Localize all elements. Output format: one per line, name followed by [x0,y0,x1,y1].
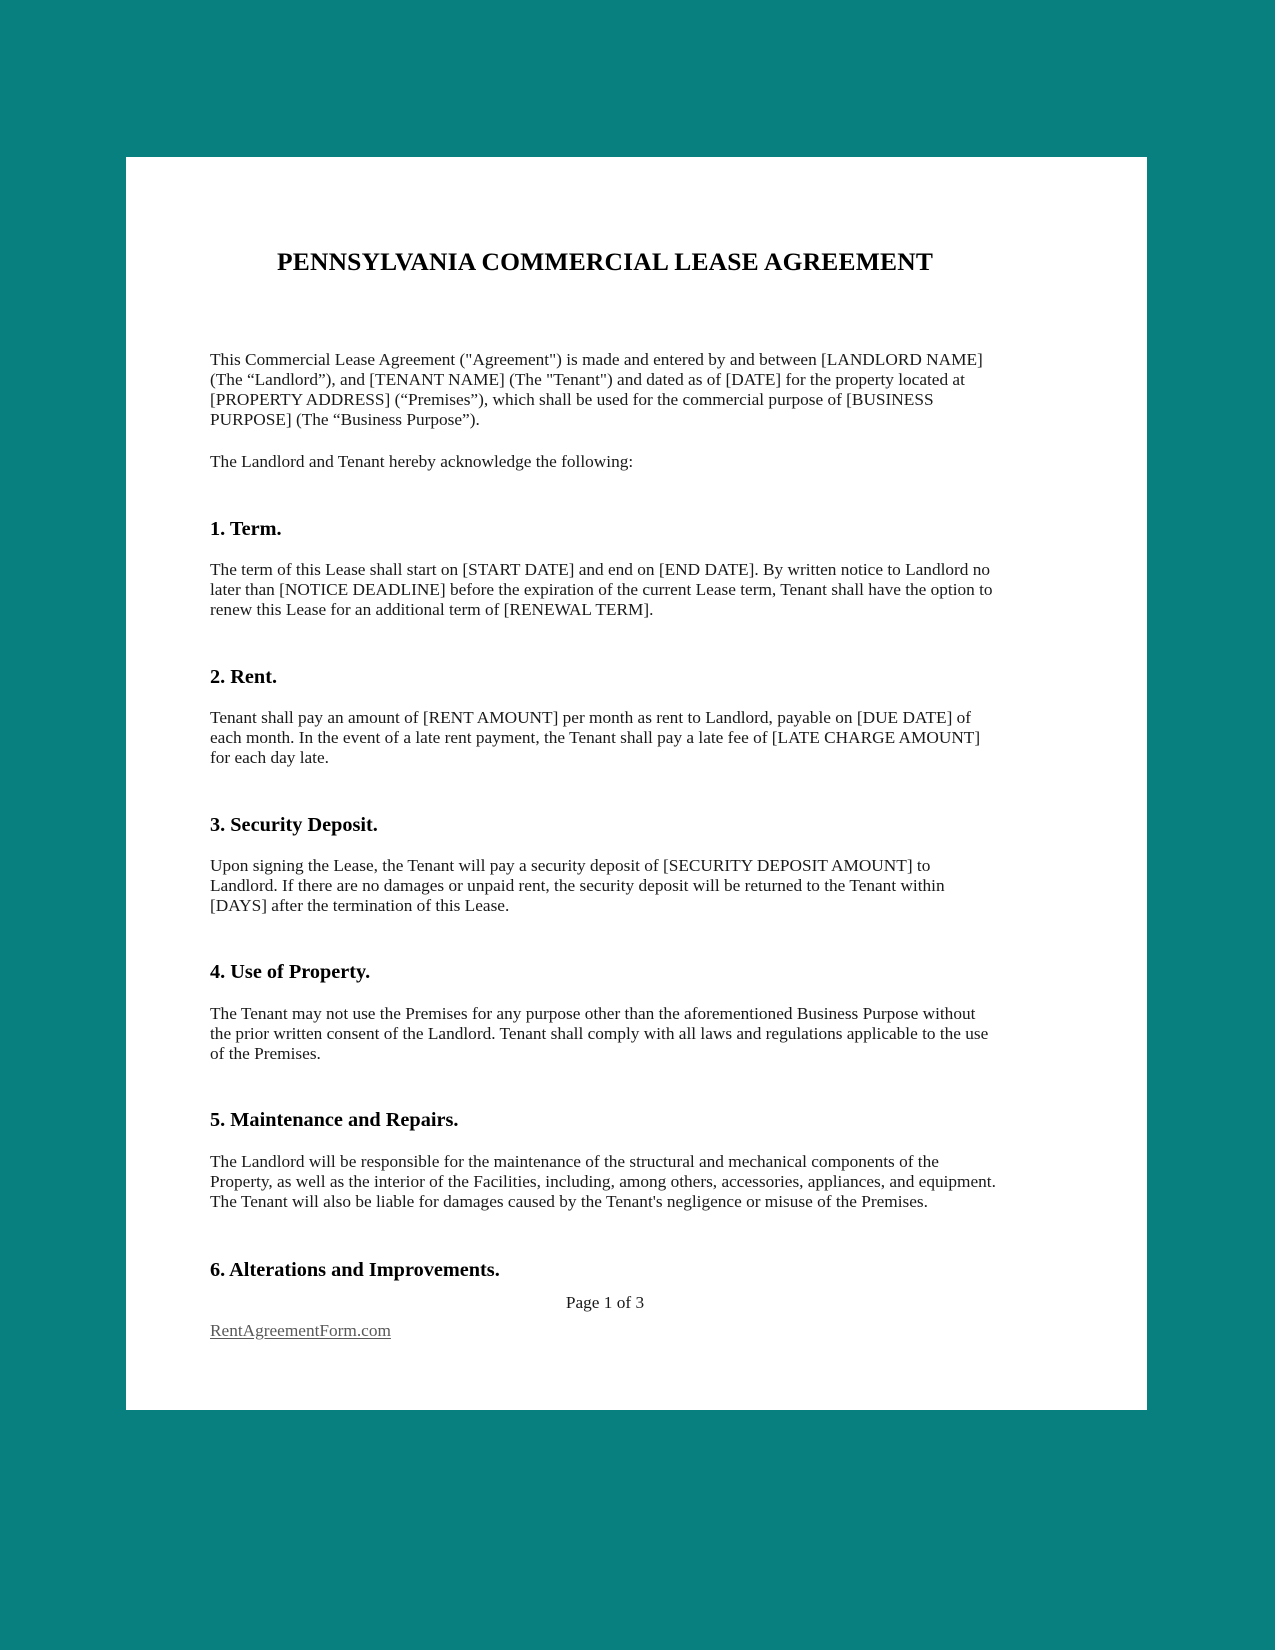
acknowledgement-paragraph: The Landlord and Tenant hereby acknowledge the following: [210,452,634,472]
section-maintenance-and-repairs [210,1108,1000,1212]
section-heading-alterations-and-improvements: 6. Alterations and Improvements. [210,1259,500,1282]
section-body-term: The term of this Lease shall start on [START DATE] and end on [END DATE]. By written notice to Landlord no later than [NOTICE DEADLINE] before the expiration of the current Lease term, Tenant shall have the option to renew this Lease for an additional term of [RENEWAL TERM]. [210,559,993,620]
section-rent [210,665,1000,769]
section-alterations-and-improvements [210,1258,1000,1282]
section-heading-security-deposit: 3. Security Deposit. [210,813,378,836]
section-security-deposit [210,813,1000,917]
section-heading-maintenance-and-repairs: 5. Maintenance and Repairs. [210,1109,459,1132]
section-body-security-deposit: Upon signing the Lease, the Tenant will pay a security deposit of [SECURITY DEPOSIT AMOUNT] to Landlord. If there are no damages or unpaid rent, the security deposit will be returned to the Tenant within [DAYS] after the termination of this Lease. [210,855,945,916]
section-heading-use-of-property: 4. Use of Property. [210,961,371,984]
page-footer [210,1293,1000,1373]
section-body-use-of-property: The Tenant may not use the Premises for any purpose other than the aforementioned Business Purpose without the prior written consent of the Landlord. Tenant shall comply with all laws and regulations applicable to the use of the Premises. [210,1003,989,1064]
section-body-rent: Tenant shall pay an amount of [RENT AMOUNT] per month as rent to Landlord, payable on [DUE DATE] of each month. In the event of a late rent payment, the Tenant shall pay a late fee of [LATE CHARGE AMOUNT] for each day late. [210,707,981,768]
section-body-maintenance-and-repairs: The Landlord will be responsible for the maintenance of the structural and mechanical components of the Property, as well as the interior of the Facilities, including, among others, accessories, appliances, and equipment. The Tenant will also be liable for damages caused by the Tenant's negligence or misuse of the Premises. [210,1151,996,1212]
page-title: PENNSYLVANIA COMMERCIAL LEASE AGREEMENT [276,247,934,276]
document-page [126,157,1147,1410]
section-heading-term: 1. Term. [210,517,282,540]
page-content-area [210,157,1000,1410]
section-term [210,517,1000,621]
site-link[interactable]: RentAgreementForm.com [210,1321,391,1340]
section-use-of-property [210,960,1000,1064]
section-heading-rent: 2. Rent. [210,665,278,688]
intro-paragraph: This Commercial Lease Agreement ("Agreement") is made and entered by and between [LANDLORD NAME] (The “Landlord”), and [TENANT NAME] (The "Tenant") and dated as of [DATE] for the property located at [PROPERTY ADDRESS] (“Premises”), which shall be used for the commercial purpose of [BUSINESS PURPOSE] (The “Business Purpose”). [210,349,983,430]
page-indicator: Page 1 of 3 [565,1293,645,1312]
